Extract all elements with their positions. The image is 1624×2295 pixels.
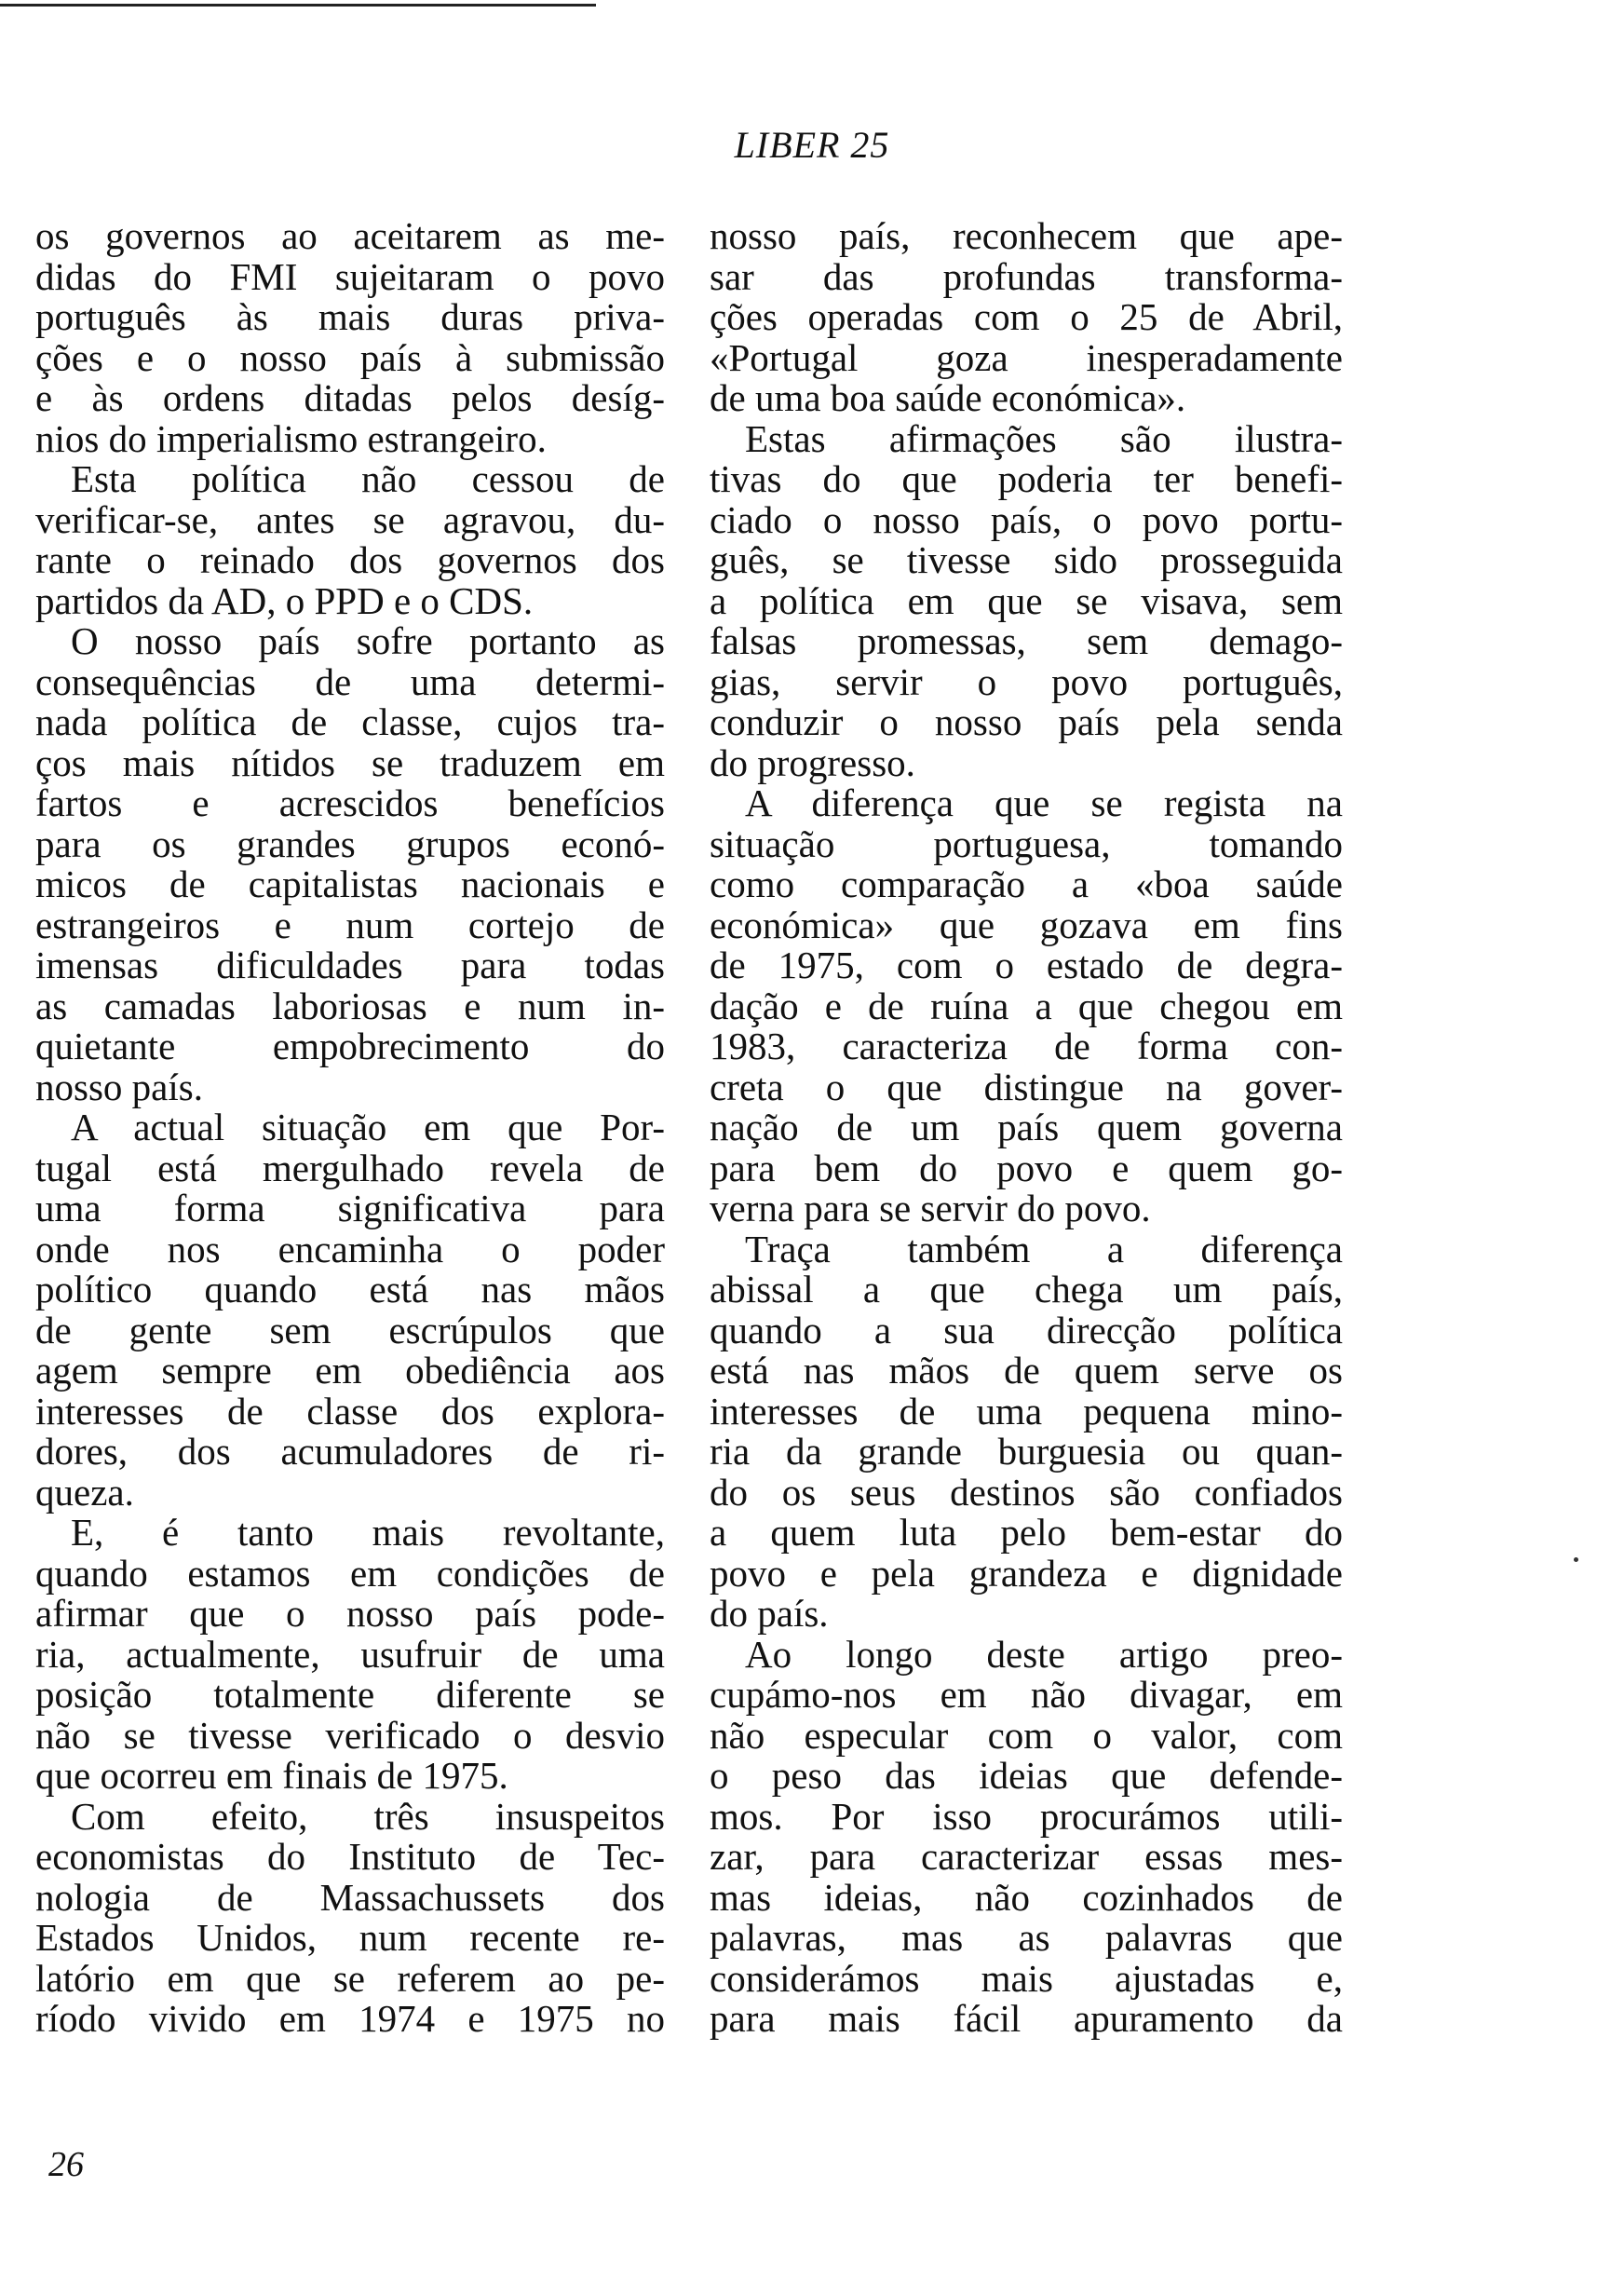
text-line: mos. Por isso procurámos utili- xyxy=(710,1794,1343,1838)
top-rule xyxy=(0,4,596,7)
text-line: não se tivesse verificado o desvio xyxy=(35,1713,665,1757)
text-line: quando a sua direcção política xyxy=(710,1308,1343,1351)
text-line: as camadas laboriosas e num in- xyxy=(35,984,665,1027)
text-line: ços mais nítidos se traduzem em xyxy=(35,740,665,784)
text-line: Ao longo deste artigo preo- xyxy=(745,1632,1343,1676)
text-line: ciado o nosso país, o povo portu- xyxy=(710,497,1343,541)
text-line: imensas dificuldades para todas xyxy=(35,944,665,986)
text-line: ções e o nosso país à submissão xyxy=(35,335,665,379)
text-line: como comparação a «boa saúde xyxy=(710,862,1343,905)
text-line: O nosso país sofre portanto as xyxy=(71,619,665,662)
text-line: zar, para caracterizar essas mes- xyxy=(710,1835,1343,1878)
text-line: afirmar que o nosso país pode- xyxy=(35,1592,665,1635)
running-head: LIBER 25 xyxy=(734,124,890,166)
text-line: quietante empobrecimento do xyxy=(35,1025,665,1067)
text-line: está nas mãos de quem serve os xyxy=(710,1349,1343,1392)
text-line: do progresso. xyxy=(710,740,915,784)
text-line: Estados Unidos, num recente re- xyxy=(35,1916,665,1959)
left-column xyxy=(35,216,665,2040)
text-line: a política em que se visava, sem xyxy=(710,578,1343,622)
text-line: partidos da AD, o PPD e o CDS. xyxy=(35,578,534,622)
text-line: nologia de Massachussets dos xyxy=(35,1875,665,1919)
margin-speck xyxy=(1574,1557,1578,1562)
text-line: de gente sem escrúpulos que xyxy=(35,1308,665,1351)
text-line: mas ideias, não cozinhados de xyxy=(710,1875,1343,1919)
text-line: estrangeiros e num cortejo de xyxy=(35,903,665,946)
text-line: A actual situação em que Por- xyxy=(71,1106,665,1148)
page-number: 26 xyxy=(48,2145,84,2184)
text-line: guês, se tivesse sido prosseguida xyxy=(710,538,1343,581)
text-line: nada política de classe, cujos tra- xyxy=(35,700,665,743)
text-line: E, é tanto mais revoltante, xyxy=(71,1511,665,1554)
text-line: interesses de classe dos explora- xyxy=(35,1389,665,1433)
text-line: A diferença que se regista na xyxy=(745,781,1343,824)
text-line: latório em que se referem ao pe- xyxy=(35,1956,665,2000)
text-line: povo e pela grandeza e dignidade xyxy=(710,1551,1343,1595)
text-line: para mais fácil apuramento da xyxy=(710,1997,1343,2040)
text-line: português às mais duras priva- xyxy=(35,295,665,338)
text-line: para bem do povo e quem go- xyxy=(710,1146,1343,1189)
text-line: onde nos encaminha o poder xyxy=(35,1227,665,1270)
text-line: do país. xyxy=(710,1592,829,1635)
text-line: interesses de uma pequena mino- xyxy=(710,1389,1343,1433)
text-line: os governos ao aceitarem as me- xyxy=(35,214,665,257)
text-line: verna para se servir do povo. xyxy=(710,1187,1151,1229)
text-line: o peso das ideias que defende- xyxy=(710,1754,1343,1797)
text-line: consequências de uma determi- xyxy=(35,659,665,703)
text-line: rante o reinado dos governos dos xyxy=(35,538,665,581)
text-line: sar das profundas transforma- xyxy=(710,254,1343,298)
text-line: «Portugal goza inesperadamente xyxy=(710,335,1343,379)
text-line: Traça também a diferença xyxy=(745,1227,1343,1270)
text-line: creta o que distingue na gover- xyxy=(710,1065,1343,1108)
text-line: nosso país, reconhecem que ape- xyxy=(710,214,1343,257)
text-line: micos de capitalistas nacionais e xyxy=(35,862,665,905)
text-line: nação de um país quem governa xyxy=(710,1106,1343,1148)
text-line: fartos e acrescidos benefícios xyxy=(35,781,665,824)
text-line: situação portuguesa, tomando xyxy=(710,822,1343,865)
text-line: posição totalmente diferente se xyxy=(35,1673,665,1716)
text-line: ções operadas com o 25 de Abril, xyxy=(710,295,1343,338)
text-line: do os seus destinos são confiados xyxy=(710,1470,1343,1514)
text-line: didas do FMI sujeitaram o povo xyxy=(35,254,665,298)
text-line: Estas afirmações são ilustra- xyxy=(745,416,1343,460)
text-line: cupámo-nos em não divagar, em xyxy=(710,1673,1343,1716)
text-line: tugal está mergulhado revela de xyxy=(35,1146,665,1189)
text-line: conduzir o nosso país pela senda xyxy=(710,700,1343,743)
text-line: economistas do Instituto de Tec- xyxy=(35,1835,665,1878)
right-column xyxy=(710,216,1343,2040)
text-line: nosso país. xyxy=(35,1065,203,1108)
text-line: económica» que gozava em fins xyxy=(710,903,1343,946)
text-line: palavras, mas as palavras que xyxy=(710,1916,1343,1959)
text-line: a quem luta pelo bem-estar do xyxy=(710,1511,1343,1554)
text-line: agem sempre em obediência aos xyxy=(35,1349,665,1392)
text-line: quando estamos em condições de xyxy=(35,1551,665,1595)
text-line: não especular com o valor, com xyxy=(710,1713,1343,1757)
text-line: ria da grande burguesia ou quan- xyxy=(710,1430,1343,1473)
text-line: gias, servir o povo português, xyxy=(710,659,1343,703)
text-line: Com efeito, três insuspeitos xyxy=(71,1794,665,1838)
text-line: que ocorreu em finais de 1975. xyxy=(35,1754,508,1797)
text-line: ria, actualmente, usufruir de uma xyxy=(35,1632,665,1676)
text-line: político quando está nas mãos xyxy=(35,1268,665,1310)
text-line: considerámos mais ajustadas e, xyxy=(710,1956,1343,2000)
text-line: falsas promessas, sem demago- xyxy=(710,619,1343,662)
text-line: uma forma significativa para xyxy=(35,1187,665,1229)
text-line: Esta política não cessou de xyxy=(71,457,665,500)
text-line: ríodo vivido em 1974 e 1975 no xyxy=(35,1997,665,2040)
text-line: queza. xyxy=(35,1470,134,1514)
text-line: 1983, caracteriza de forma con- xyxy=(710,1025,1343,1067)
text-line: de 1975, com o estado de degra- xyxy=(710,944,1343,986)
text-line: abissal a que chega um país, xyxy=(710,1268,1343,1310)
text-line: dação e de ruína a que chegou em xyxy=(710,984,1343,1027)
text-line: para os grandes grupos econó- xyxy=(35,822,665,865)
text-line: verificar-se, antes se agravou, du- xyxy=(35,497,665,541)
text-line: nios do imperialismo estrangeiro. xyxy=(35,416,547,460)
text-line: tivas do que poderia ter benefi- xyxy=(710,457,1343,500)
text-line: dores, dos acumuladores de ri- xyxy=(35,1430,665,1473)
text-line: de uma boa saúde económica». xyxy=(710,376,1186,419)
text-line: e às ordens ditadas pelos desíg- xyxy=(35,376,665,419)
